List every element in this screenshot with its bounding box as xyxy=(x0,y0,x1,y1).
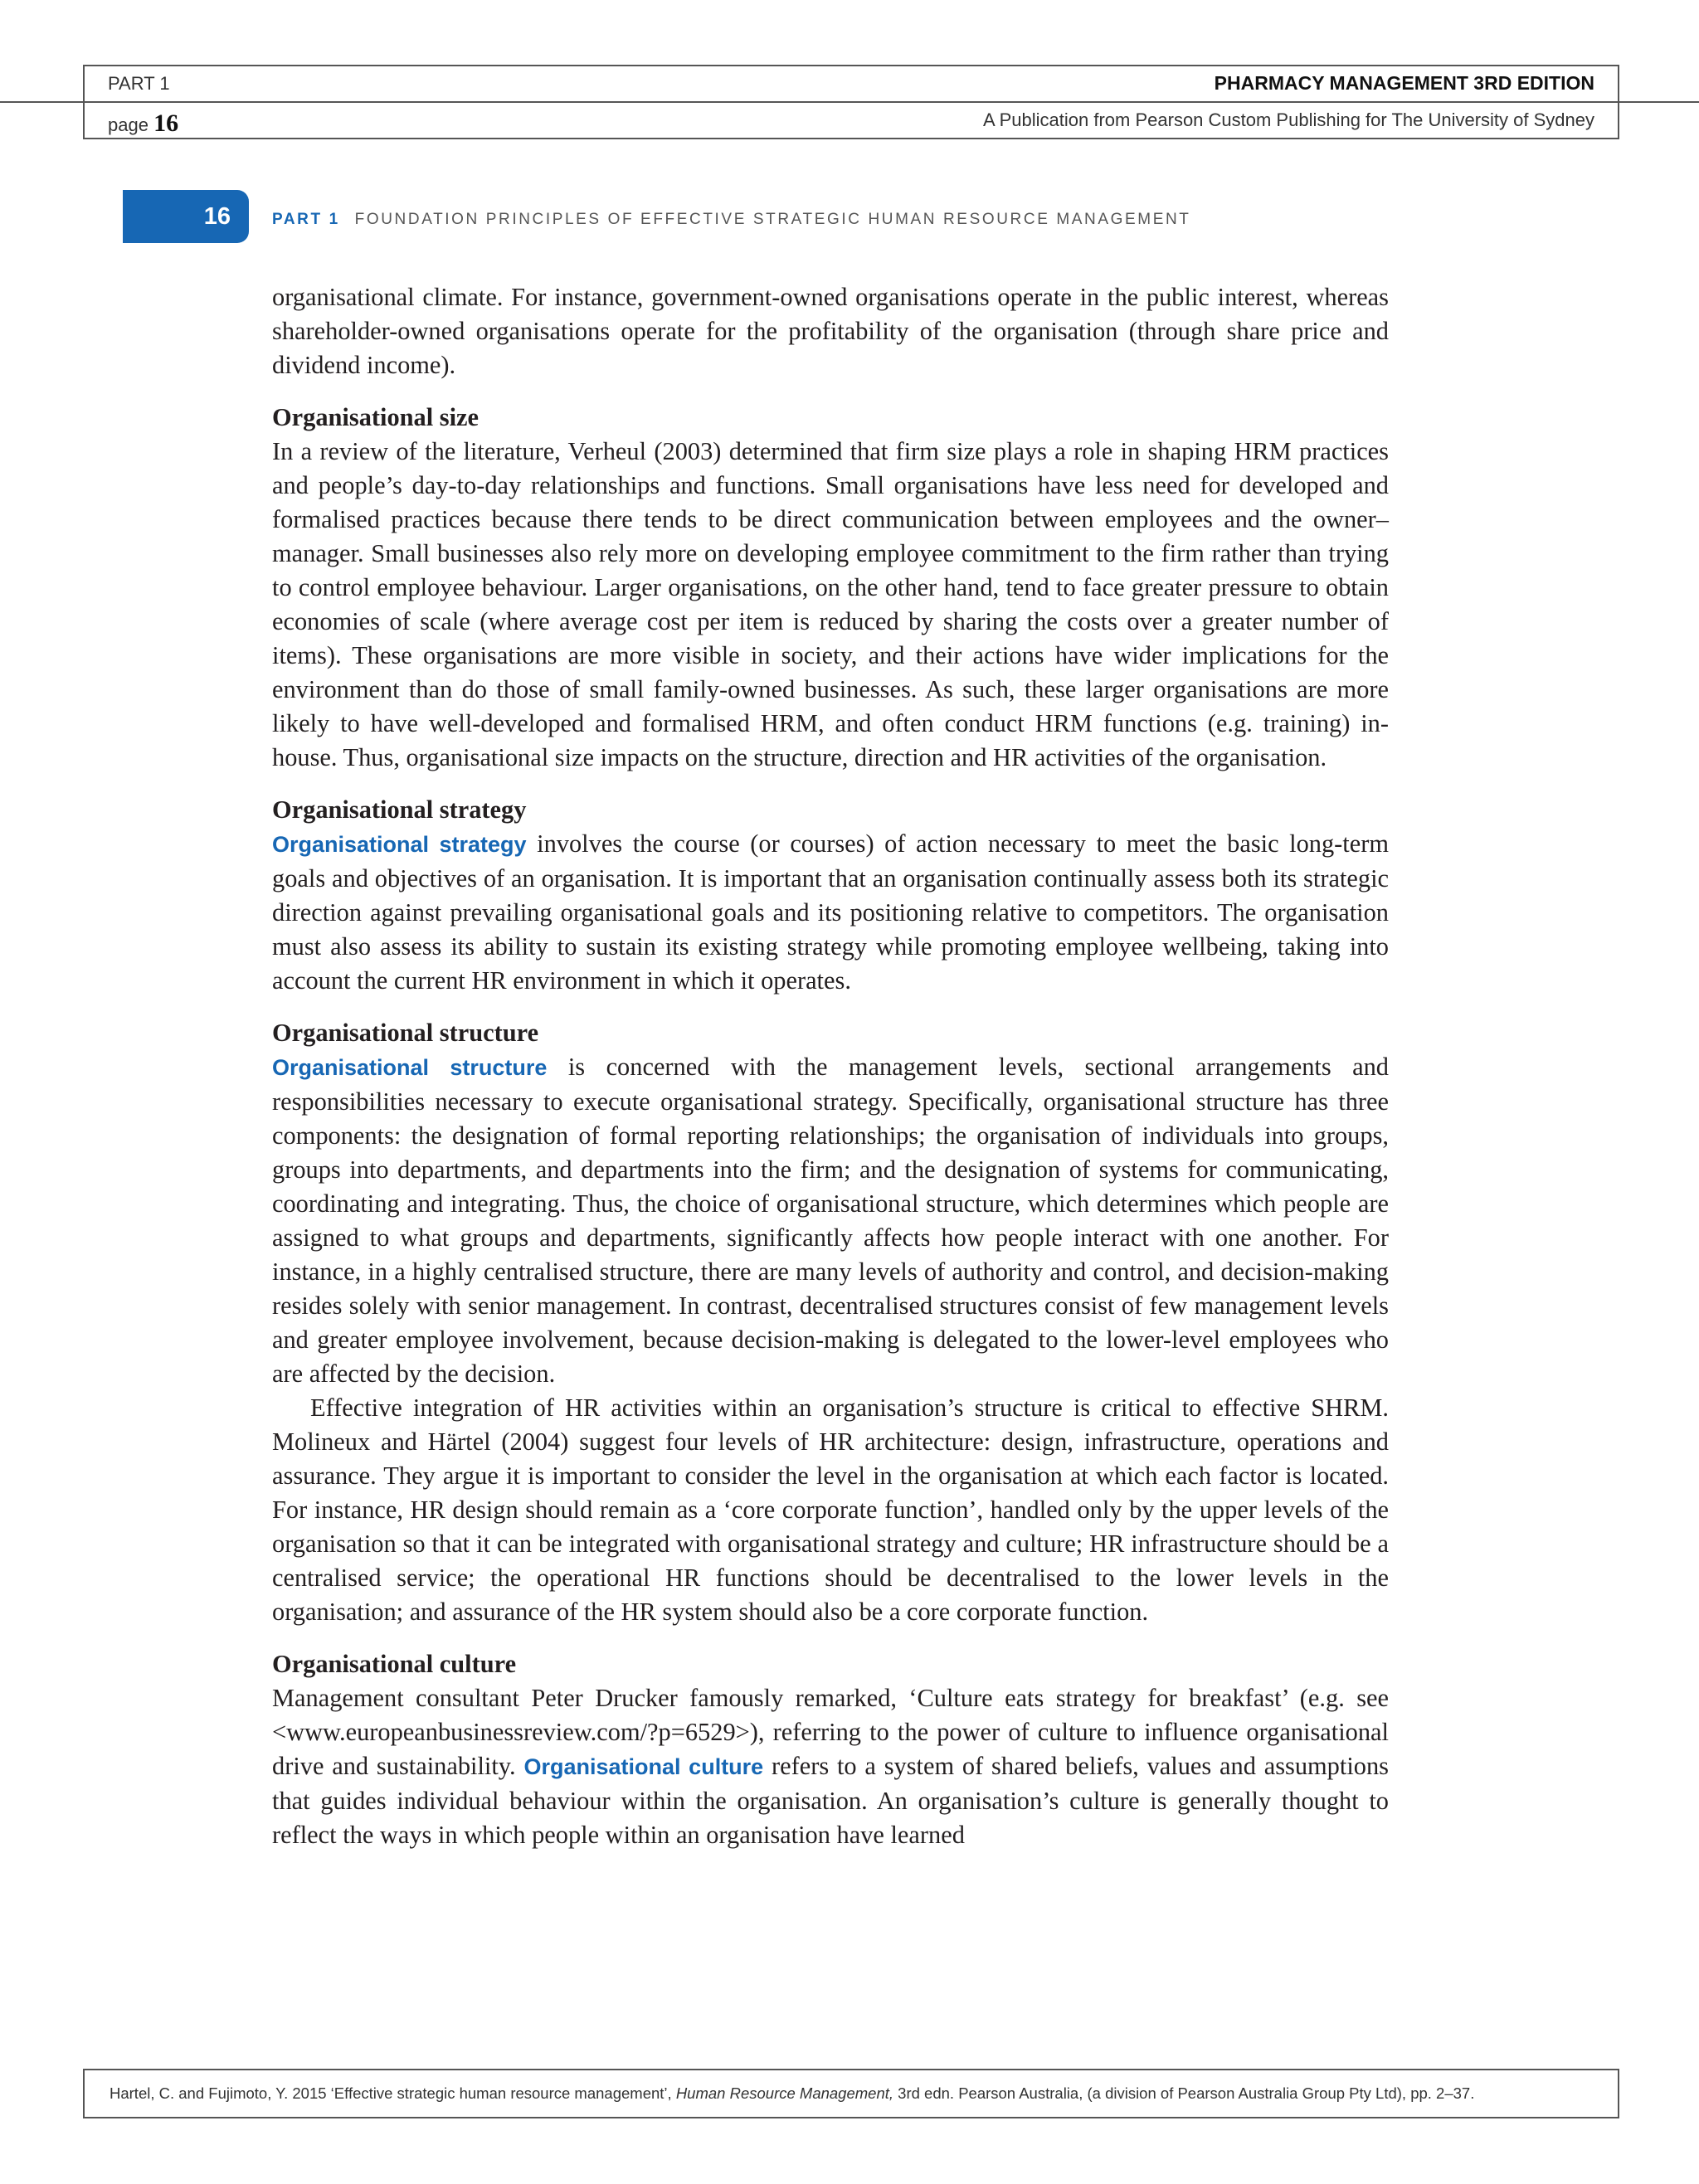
running-head-title: FOUNDATION PRINCIPLES OF EFFECTIVE STRATEGIC HUMAN RESOURCE MANAGEMENT xyxy=(354,211,1191,228)
header-row-top xyxy=(83,65,1619,103)
page-number-tab: 16 xyxy=(123,190,249,243)
header-row-bottom xyxy=(83,101,1619,139)
culture-text-after: refers to a system of shared beliefs, values and assumptions that guides individual behaviour within the organisation. An organisation’s culture is generally thought to reflect the ways in which people within an organisation have learned xyxy=(272,1752,1389,1849)
running-head xyxy=(272,211,1191,229)
heading-organisational-strategy: Organisational strategy xyxy=(272,795,527,824)
publication-line: A Publication from Pearson Custom Publishing for The University of Sydney xyxy=(983,109,1594,130)
structure-text: is concerned with the management levels, sectional arrangements and responsibilities necessary to execute organisational strategy. Specifically, organisational structure has three components: the designation of formal reporting relationships; the organisation of individuals into groups, groups into departments, and departments into the firm; and the designation of systems for communicating, coordinating and integrating. Thus, the choice of organisational structure, which determines which people are assigned to what groups and departments, significantly affects how people interact with one another. For instance, in a highly centralised structure, there are many levels of authority and control, and decision-making resides solely with senior management. In contrast, decentralised structures consist of few management levels and greater employee involvement, because decision-making is delegated to the lower-level employees who are affected by the decision. xyxy=(272,1053,1389,1388)
culture-text-before: Management consultant Peter Drucker famously remarked, ‘Culture eats strategy for breakfast’ (e.g. see <www.europeanbusinessreview.com/?p=6529>), referring to the power of culture to influence organisational drive and sustainability. xyxy=(272,1684,1389,1780)
page-prefix: page xyxy=(108,114,148,135)
body-text xyxy=(272,280,1389,1852)
key-term-culture: Organisational culture xyxy=(523,1754,764,1779)
citation-before: Hartel, C. and Fujimoto, Y. 2015 ‘Effective strategic human resource management’, xyxy=(110,2084,676,2102)
structure-paragraph-2: Effective integration of HR activities within an organisation’s structure is critical to effective SHRM. Molineux and Härtel (2004) suggest four levels of HR architecture: design, infrastructure, operations and assurance. They argue it is important to consider the level in the organisation at which each factor is located. For instance, HR design should remain as a ‘core corporate function’, handled only by the upper levels of the organisation so that it can be integrated with organisational strategy and culture; HR infrastructure should be a centralised service; the operational HR functions should be decentralised to the lower levels in the organisation; and assurance of the HR system should also be a core corporate function. xyxy=(272,1394,1389,1626)
book-title: PHARMACY MANAGEMENT 3RD EDITION xyxy=(1214,72,1594,94)
page-indicator xyxy=(108,109,178,138)
running-head-part: PART 1 xyxy=(272,211,340,228)
intro-paragraph: organisational climate. For instance, government-owned organisations operate in the public interest, whereas shareholder-owned organisations operate for the profitability of the organisation (through share price and dividend income). xyxy=(272,283,1389,379)
citation-title: Human Resource Management, xyxy=(675,2084,894,2102)
key-term-strategy: Organisational strategy xyxy=(272,832,527,857)
citation-after: 3rd edn. Pearson Australia, (a division of Pearson Australia Group Pty Ltd), pp. 2–37. xyxy=(893,2084,1475,2102)
heading-organisational-size: Organisational size xyxy=(272,403,480,431)
structure-paragraph xyxy=(272,1050,1389,1391)
culture-paragraph xyxy=(272,1681,1389,1852)
strategy-text: involves the course (or courses) of action necessary to meet the basic long-term goals and objectives of an organisation. It is important that an organisation continually assess both its strategic direction against prevailing organisational goals and its positioning relative to competitors. The organisation must also assess its ability to sustain its existing strategy while promoting employee wellbeing, taking into account the current HR environment in which it operates. xyxy=(272,829,1389,995)
size-paragraph: In a review of the literature, Verheul (2003) determined that firm size plays a role in shaping HRM practices and people’s day-to-day relationships and functions. Small organisations have less need for developed and formalised practices because there tends to be direct communication between employees and the owner–manager. Small businesses also rely more on developing employee commitment to the firm rather than trying to control employee behaviour. Larger organisations, on the other hand, tend to face greater pressure to obtain economies of scale (where average cost per item is reduced by sharing the costs over a greater number of items). These organisations are more visible in society, and their actions have wider implications for the environment than do those of small family-owned businesses. As such, these larger organisations are more likely to have well-developed and formalised HRM, and often conduct HRM functions (e.g. training) in-house. Thus, organisational size impacts on the structure, direction and HR activities of the organisation. xyxy=(272,437,1389,771)
header-page-number: 16 xyxy=(153,109,179,137)
strategy-paragraph xyxy=(272,827,1389,998)
part-label: PART 1 xyxy=(108,73,170,94)
key-term-structure: Organisational structure xyxy=(272,1055,548,1080)
citation-footer xyxy=(83,2069,1619,2118)
heading-organisational-culture: Organisational culture xyxy=(272,1650,517,1678)
heading-organisational-structure: Organisational structure xyxy=(272,1019,539,1047)
